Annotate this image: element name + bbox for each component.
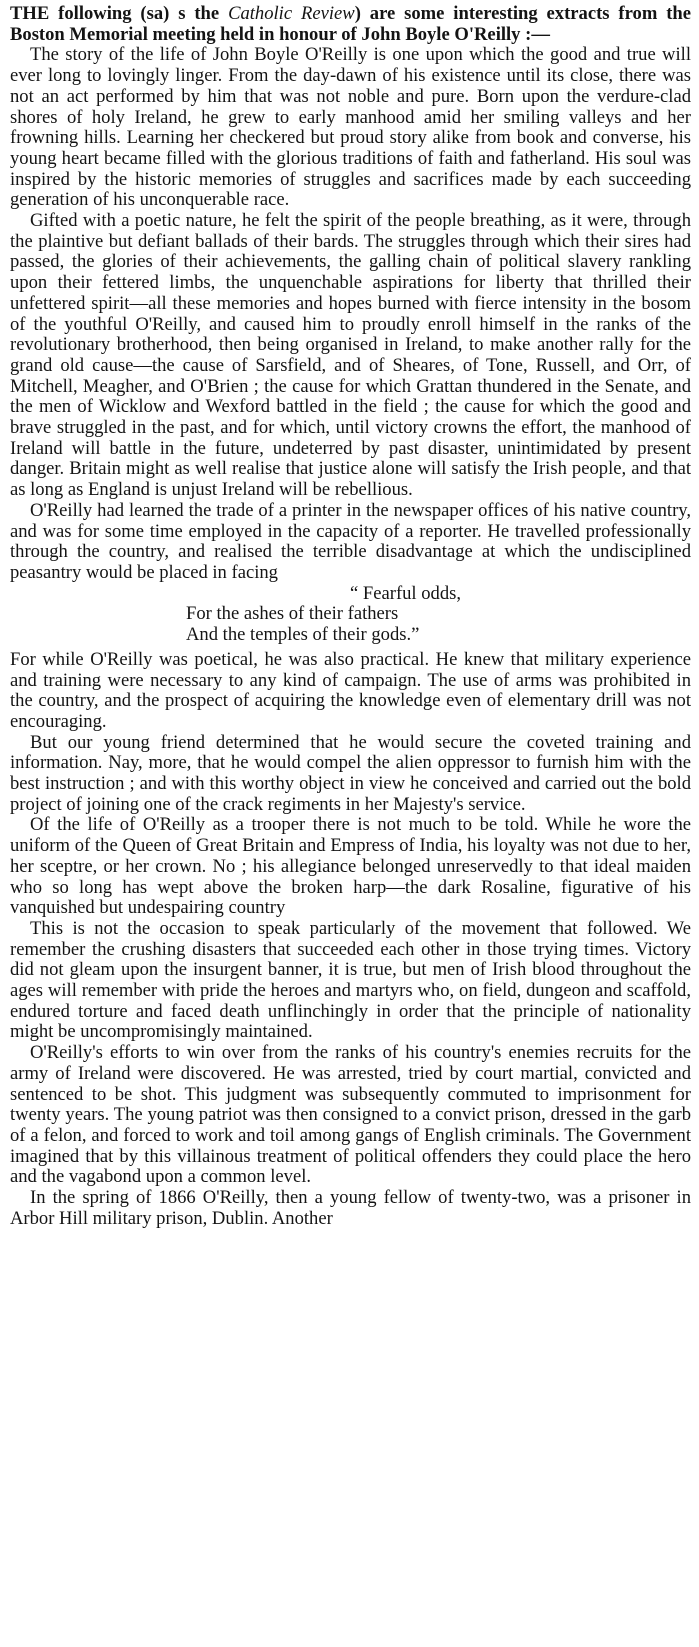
poem-line: “ Fearful odds, bbox=[350, 582, 462, 604]
intro-paragraph bbox=[10, 4, 691, 45]
intro-source: Catholic Review bbox=[228, 3, 355, 24]
paragraph-arrest: O'Reilly's efforts to win over from the ranks of his country's enemies recruits for the army of Ireland were discovered. He was arrested, tried by court martial, convicted and sentenced to be shot. This judgment was subsequently commuted to imprisonment for twenty years. The young patriot was then consigned to a convict prison, dressed in the garb of a felon, and forced to work and toil among gangs of English criminals. The Government imagined that by this villainous treatment of political offenders they could place the hero and the vagabond upon a common level. bbox=[10, 1042, 691, 1188]
paragraph-training: But our young friend determined that he would secure the coveted training and information. Nay, more, that he would compel the alien oppressor to furnish him with the best instruction ; and with this worthy object in view he conceived and carried out the bold project of joining one of the crack regiments in her Majesty's service. bbox=[10, 731, 691, 815]
intro-text-a: following (sa) s the bbox=[49, 3, 229, 24]
newspaper-column bbox=[10, 4, 691, 1229]
paragraph-poetic-nature: Gifted with a poetic nature, he felt the spirit of the people breathing, as it were, through the plaintive but defiant ballads of their bards. The struggles through which their sires had passed, the glories of their achievements, the galling chain of political slavery rankling upon their fettered limbs, the unquenchable aspirations for liberty that thrilled their unfettered spirit—all these memories and hopes burned with fierce intensity in the bosom of the youthful O'Reilly, and caused him to proudly enroll himself in the ranks of the revolutionary brotherhood, then being organised in Ireland, to make another rally for the grand old cause—the cause of Sarsfield, and of Sheares, of Tone, Russell, and Orr, of Mitchell, Meagher, and O'Brien ; the cause for which Grattan thundered in the Senate, and the men of Wicklow and Wexford battled in the field ; the cause for which the good and brave struggled in the past, and for which, until victory crowns the effort, the manhood of Ireland will battle in the future, undeterred by past disaster, unintimidated by present danger. Britain might as well realise that justice alone will satisfy the Irish people, and that as long as England is unjust Ireland will be rebellious. bbox=[10, 210, 691, 501]
poem-line: For the ashes of their fathers bbox=[186, 603, 399, 625]
paragraph-spring-1866: In the spring of 1866 O'Reilly, then a young fellow of twenty-two, was a prisoner in Arbor Hill military prison, Dublin. Another bbox=[10, 1187, 691, 1229]
paragraph-trooper: Of the life of O'Reilly as a trooper there is not much to be told. While he wore the uniform of the Queen of Great Britain and Empress of India, his loyalty was not due to her, her sceptre, or her crown. No ; his allegiance belonged unreservedly to that ideal maiden who so long has wept above the broken harp—the dark Rosaline, figurative of his vanquished but undespairing country bbox=[10, 814, 691, 919]
intro-text-b: ) are some interesting extracts from the Boston Memorial meeting held in honour of John Boyle O'Reilly :— bbox=[10, 3, 691, 45]
poem-quote bbox=[10, 584, 691, 646]
paragraph-movement: This is not the occasion to speak particularly of the movement that followed. We remember the crushing disasters that succeeded each other in those trying times. Victory did not gleam upon the insurgent banner, it is true, but men of Irish blood throughout the ages will remember with pride the heroes and martyrs who, on field, dungeon and scaffold, endured torture and faced death unflinchingly in order that the principle of nationality might be uncompromisingly maintained. bbox=[10, 917, 691, 1043]
paragraph-story: The story of the life of John Boyle O'Reilly is one upon which the good and true will ever long to lovingly linger. From the day-dawn of his existence until its close, there was not an act performed by him that was not noble and pure. Born upon the verdure-clad shores of holy Ireland, he grew to early manhood amid her smiling valleys and her frowning hills. Learning her checkered but proud story alike from book and converse, his young heart became filled with the glorious traditions of faith and fatherland. His soul was inspired by the historic memories of struggles and sacrifices made by each succeeding generation of his unconquerable race. bbox=[10, 44, 691, 211]
poem-line: And the temples of their gods.” bbox=[186, 624, 420, 646]
paragraph-printer: O'Reilly had learned the trade of a printer in the newspaper offices of his native country, and was for some time employed in the capacity of a reporter. He travelled professionally through the country, and realised the terrible disadvantage at which the undisciplined peasantry would be placed in facing bbox=[10, 499, 691, 583]
intro-lead-word: THE bbox=[10, 3, 50, 24]
paragraph-continuation: For while O'Reilly was poetical, he was also practical. He knew that military experience and training were necessary to any kind of campaign. The use of arms was prohibited in the country, and the prospect of acquiring the knowledge even of elementary drill was not encouraging. bbox=[10, 648, 691, 732]
